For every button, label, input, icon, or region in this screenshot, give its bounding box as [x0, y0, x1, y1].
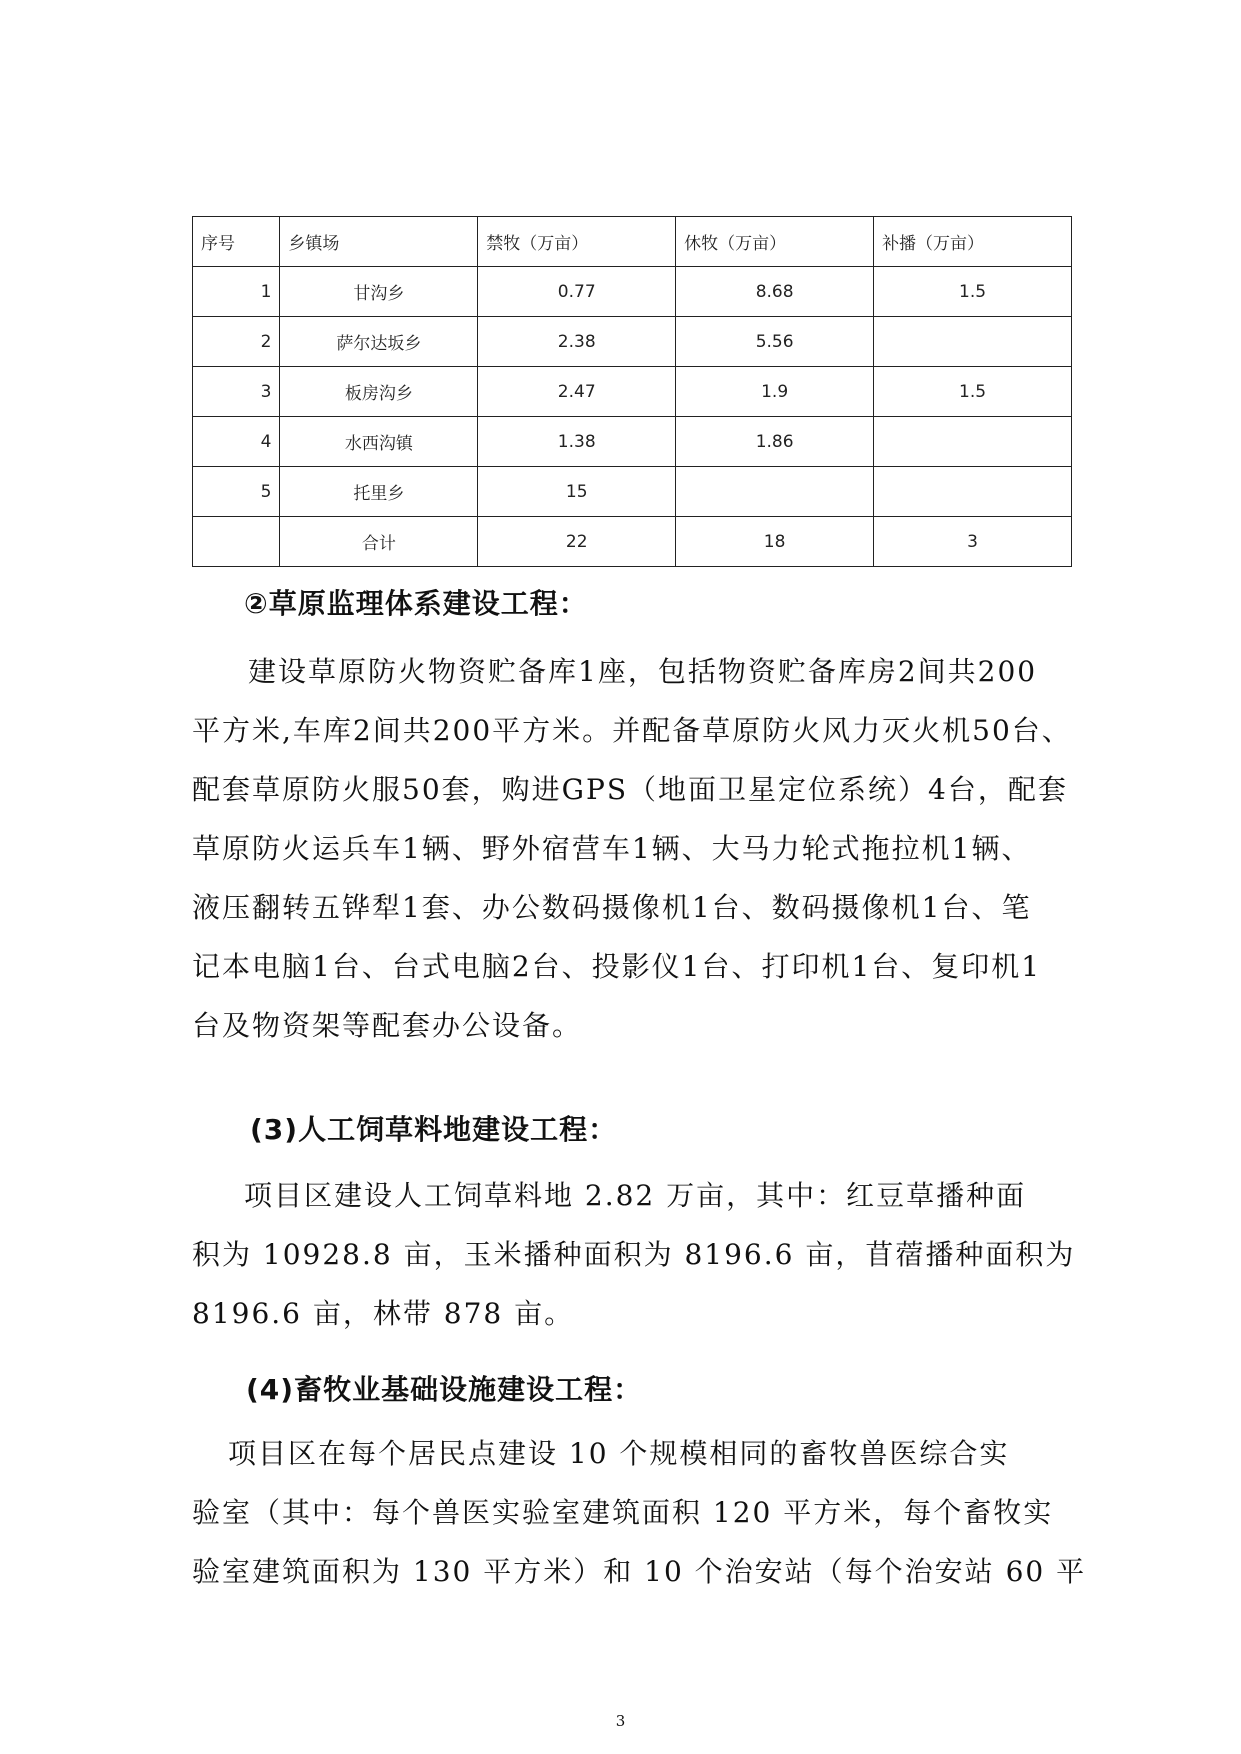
paragraph-line: 建设草原防火物资贮备库1座，包括物资贮备库房2间共200 [248, 655, 1038, 688]
header-grazing-rest: 休牧（万亩） [676, 217, 874, 267]
section-3-body [192, 1166, 1076, 1343]
cell-grazing-rest: 1.86 [676, 417, 874, 467]
table-row [193, 417, 1072, 467]
paragraph-line: 配套草原防火服50套，购进GPS（地面卫星定位系统）4台，配套 [192, 773, 1068, 806]
cell-grazing-rest: 18 [676, 517, 874, 567]
table-row [193, 467, 1072, 517]
cell-grazing-ban: 15 [478, 467, 676, 517]
paragraph-line: 液压翻转五铧犁1套、办公数码摄像机1台、数码摄像机1台、笔 [192, 891, 1032, 924]
cell-township: 托里乡 [280, 467, 478, 517]
paragraph-line: 8196.6 亩，林带 878 亩。 [192, 1297, 575, 1330]
cell-grazing-rest [676, 467, 874, 517]
cell-index: 1 [193, 267, 280, 317]
cell-grazing-rest: 8.68 [676, 267, 874, 317]
paragraph-line: 草原防火运兵车1辆、野外宿营车1辆、大马力轮式拖拉机1辆、 [192, 832, 1032, 865]
cell-index: 4 [193, 417, 280, 467]
paragraph-line: 记本电脑1台、台式电脑2台、投影仪1台、打印机1台、复印机1 [192, 950, 1042, 983]
cell-township: 板房沟乡 [280, 367, 478, 417]
table-header-row [193, 217, 1072, 267]
table-row [193, 317, 1072, 367]
cell-grazing-rest: 1.9 [676, 367, 874, 417]
cell-grazing-ban: 0.77 [478, 267, 676, 317]
header-index: 序号 [193, 217, 280, 267]
cell-index: 2 [193, 317, 280, 367]
cell-index [193, 517, 280, 567]
header-reseeding: 补播（万亩） [874, 217, 1072, 267]
cell-reseeding [874, 417, 1072, 467]
paragraph-line: 项目区建设人工饲草料地 2.82 万亩，其中：红豆草播种面 [244, 1179, 1027, 1212]
cell-township: 萨尔达坂乡 [280, 317, 478, 367]
cell-grazing-ban: 1.38 [478, 417, 676, 467]
cell-index: 5 [193, 467, 280, 517]
cell-index: 3 [193, 367, 280, 417]
cell-reseeding: 1.5 [874, 267, 1072, 317]
paragraph-line: 平方米,车库2间共200平方米。并配备草原防火风力灭火机50台、 [192, 714, 1072, 747]
cell-reseeding [874, 467, 1072, 517]
section-4-body [192, 1424, 1087, 1601]
section-2-heading: ②草原监理体系建设工程： [244, 587, 588, 620]
paragraph-line: 台及物资架等配套办公设备。 [192, 1009, 583, 1042]
cell-reseeding: 3 [874, 517, 1072, 567]
paragraph-line: 验室（其中：每个兽医实验室建筑面积 120 平方米，每个畜牧实 [192, 1496, 1054, 1529]
section-4-heading: (4)畜牧业基础设施建设工程： [246, 1373, 643, 1406]
table-row [193, 367, 1072, 417]
paragraph-line: 积为 10928.8 亩，玉米播种面积为 8196.6 亩，苜蓿播种面积为 [192, 1238, 1076, 1271]
cell-grazing-ban: 2.38 [478, 317, 676, 367]
table-row [193, 267, 1072, 317]
cell-township: 甘沟乡 [280, 267, 478, 317]
cell-reseeding [874, 317, 1072, 367]
paragraph-line: 项目区在每个居民点建设 10 个规模相同的畜牧兽医综合实 [228, 1437, 1010, 1470]
page-number: 3 [615, 1712, 626, 1730]
grassland-area-table [192, 216, 1072, 567]
paragraph-line: 验室建筑面积为 130 平方米）和 10 个治安站（每个治安站 60 平 [192, 1555, 1087, 1588]
header-township: 乡镇场 [280, 217, 478, 267]
table-total-row [193, 517, 1072, 567]
cell-reseeding: 1.5 [874, 367, 1072, 417]
cell-township: 水西沟镇 [280, 417, 478, 467]
cell-grazing-ban: 2.47 [478, 367, 676, 417]
cell-grazing-ban: 22 [478, 517, 676, 567]
section-3-heading: (3)人工饲草料地建设工程： [250, 1113, 618, 1146]
cell-grazing-rest: 5.56 [676, 317, 874, 367]
cell-township: 合计 [280, 517, 478, 567]
section-2-body [192, 642, 1072, 1055]
header-grazing-ban: 禁牧（万亩） [478, 217, 676, 267]
